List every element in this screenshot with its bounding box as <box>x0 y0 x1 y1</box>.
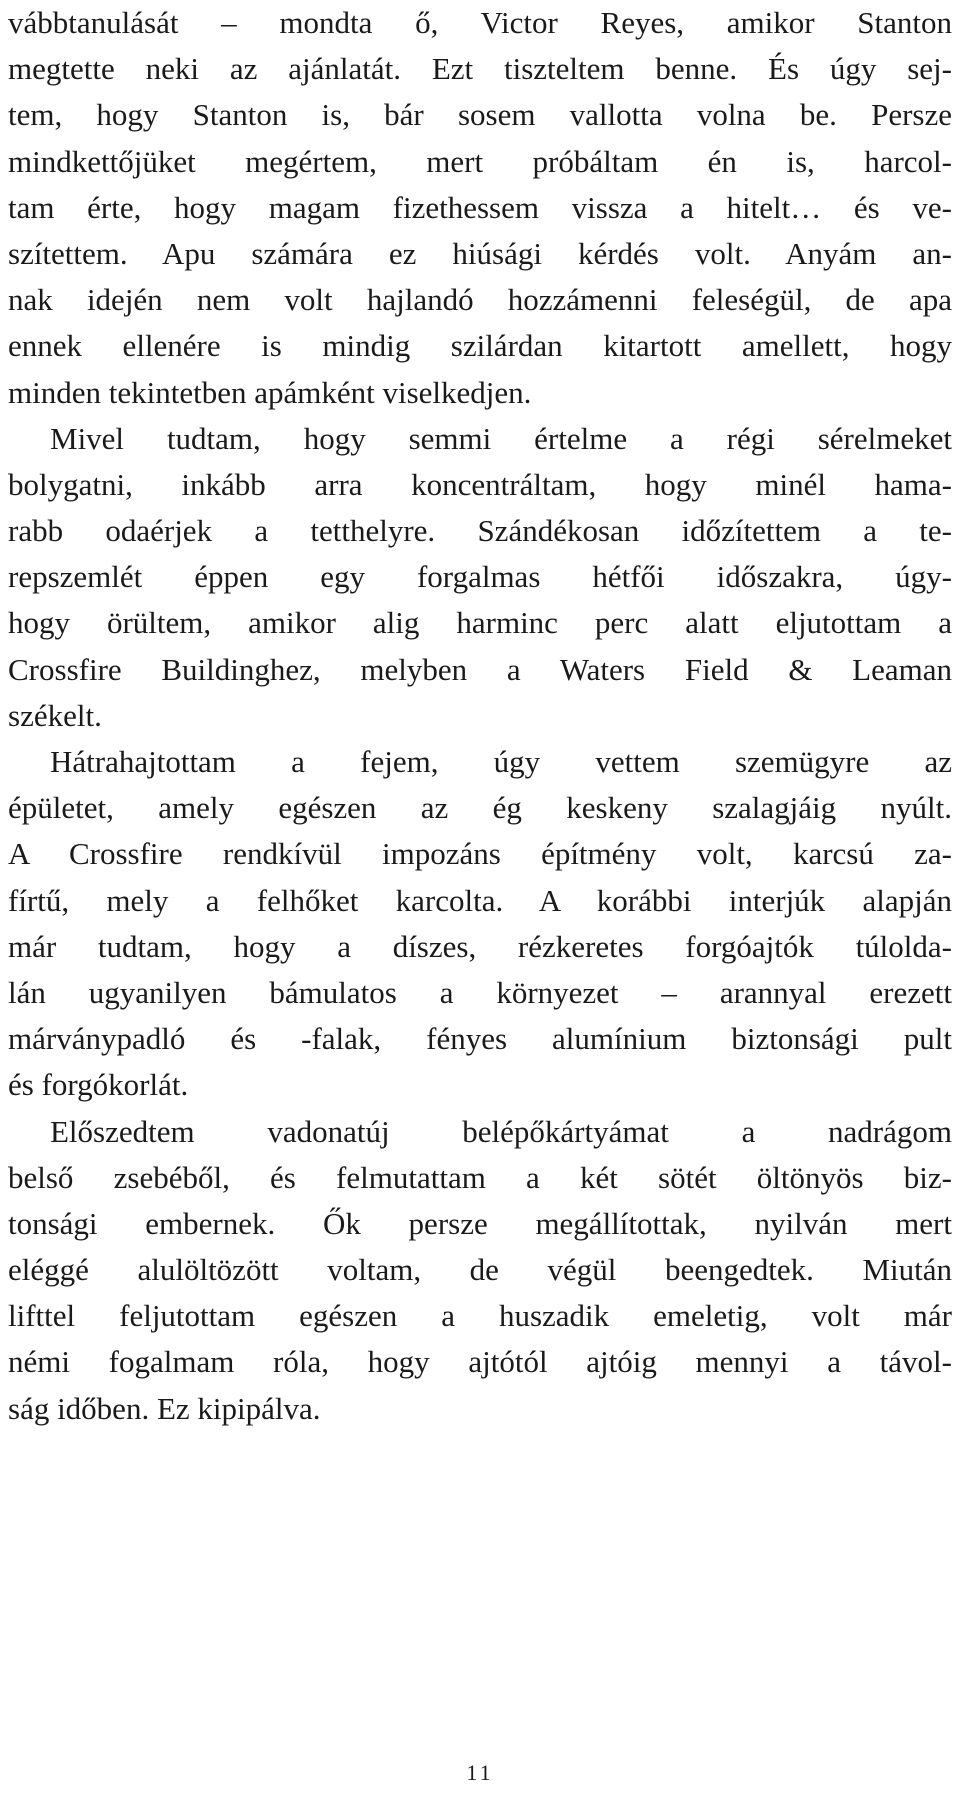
text-line: minden tekintetben apámként viselkedjen. <box>8 374 532 410</box>
text-line: nak idején nem volt hajlandó hozzámenni feleségül, de apa <box>8 282 952 318</box>
text-line: ennek ellenére is mindig szilárdan kitartott amellett, hogy <box>8 328 952 364</box>
paragraph-2 <box>8 416 952 739</box>
text-line: A Crossfire rendkívül impozáns építmény volt, karcsú za- <box>8 836 952 872</box>
text-line: fírtű, mely a felhőket karcolta. A korábbi interjúk alapján <box>8 882 952 918</box>
paragraph-1 <box>8 0 952 416</box>
page-number: 11 <box>466 1760 494 1785</box>
text-line: hogy örültem, amikor alig harminc perc alatt eljutottam a <box>8 605 952 641</box>
text-line: épületet, amely egészen az ég keskeny szalagjáig nyúlt. <box>8 790 952 826</box>
text-line: vábbtanulását – mondta ő, Victor Reyes, amikor Stanton <box>8 5 952 40</box>
text-line: tem, hogy Stanton is, bár sosem vallotta volna be. Persze <box>8 97 952 133</box>
text-line: márványpadló és -falak, fényes alumínium biztonsági pult <box>8 1021 952 1057</box>
text-line: Crossfire Buildinghez, melyben a Waters Field & Leaman <box>8 651 952 687</box>
text-line: belső zsebéből, és felmutattam a két sötét öltönyös biz- <box>8 1159 952 1195</box>
text-line: szítettem. Apu számára ez hiúsági kérdés volt. Anyám an- <box>8 235 952 271</box>
text-line: lifttel feljutottam egészen a huszadik emeletig, volt már <box>8 1298 952 1334</box>
text-line: székelt. <box>8 697 102 733</box>
book-page-text <box>8 0 952 1432</box>
text-line: megtette neki az ajánlatát. Ezt tiszteltem benne. És úgy sej- <box>8 51 952 87</box>
text-line: repszemlét éppen egy forgalmas hétfői időszakra, úgy- <box>8 559 952 595</box>
text-line: mindkettőjüket megértem, mert próbáltam én is, harcol- <box>8 143 952 179</box>
text-line: rabb odaérjek a tetthelyre. Szándékosan időzítettem a te- <box>8 513 952 549</box>
text-line: Hátrahajtottam a fejem, úgy vettem szemügyre az <box>50 744 952 779</box>
text-line: bolygatni, inkább arra koncentráltam, hogy minél hama- <box>8 466 952 502</box>
text-line: ság időben. Ez kipipálva. <box>8 1390 321 1426</box>
paragraph-4 <box>8 1109 952 1432</box>
text-line: és forgókorlát. <box>8 1067 189 1103</box>
text-line: tonsági embernek. Ők persze megállítottak, nyilván mert <box>8 1205 952 1241</box>
text-line: némi fogalmam róla, hogy ajtótól ajtóig mennyi a távol- <box>8 1344 952 1380</box>
paragraph-3 <box>8 739 952 1109</box>
text-line: lán ugyanilyen bámulatos a környezet – arannyal erezett <box>8 974 952 1010</box>
text-line: eléggé alulöltözött voltam, de végül beengedtek. Miután <box>8 1252 952 1288</box>
text-line: Mivel tudtam, hogy semmi értelme a régi sérelmeket <box>50 420 952 456</box>
text-line: már tudtam, hogy a díszes, rézkeretes forgóajtók túlolda- <box>8 928 952 964</box>
text-line: tam érte, hogy magam fizethessem vissza a hitelt… és ve- <box>8 189 952 225</box>
text-line: Előszedtem vadonatúj belépőkártyámat a nadrágom <box>50 1113 952 1149</box>
